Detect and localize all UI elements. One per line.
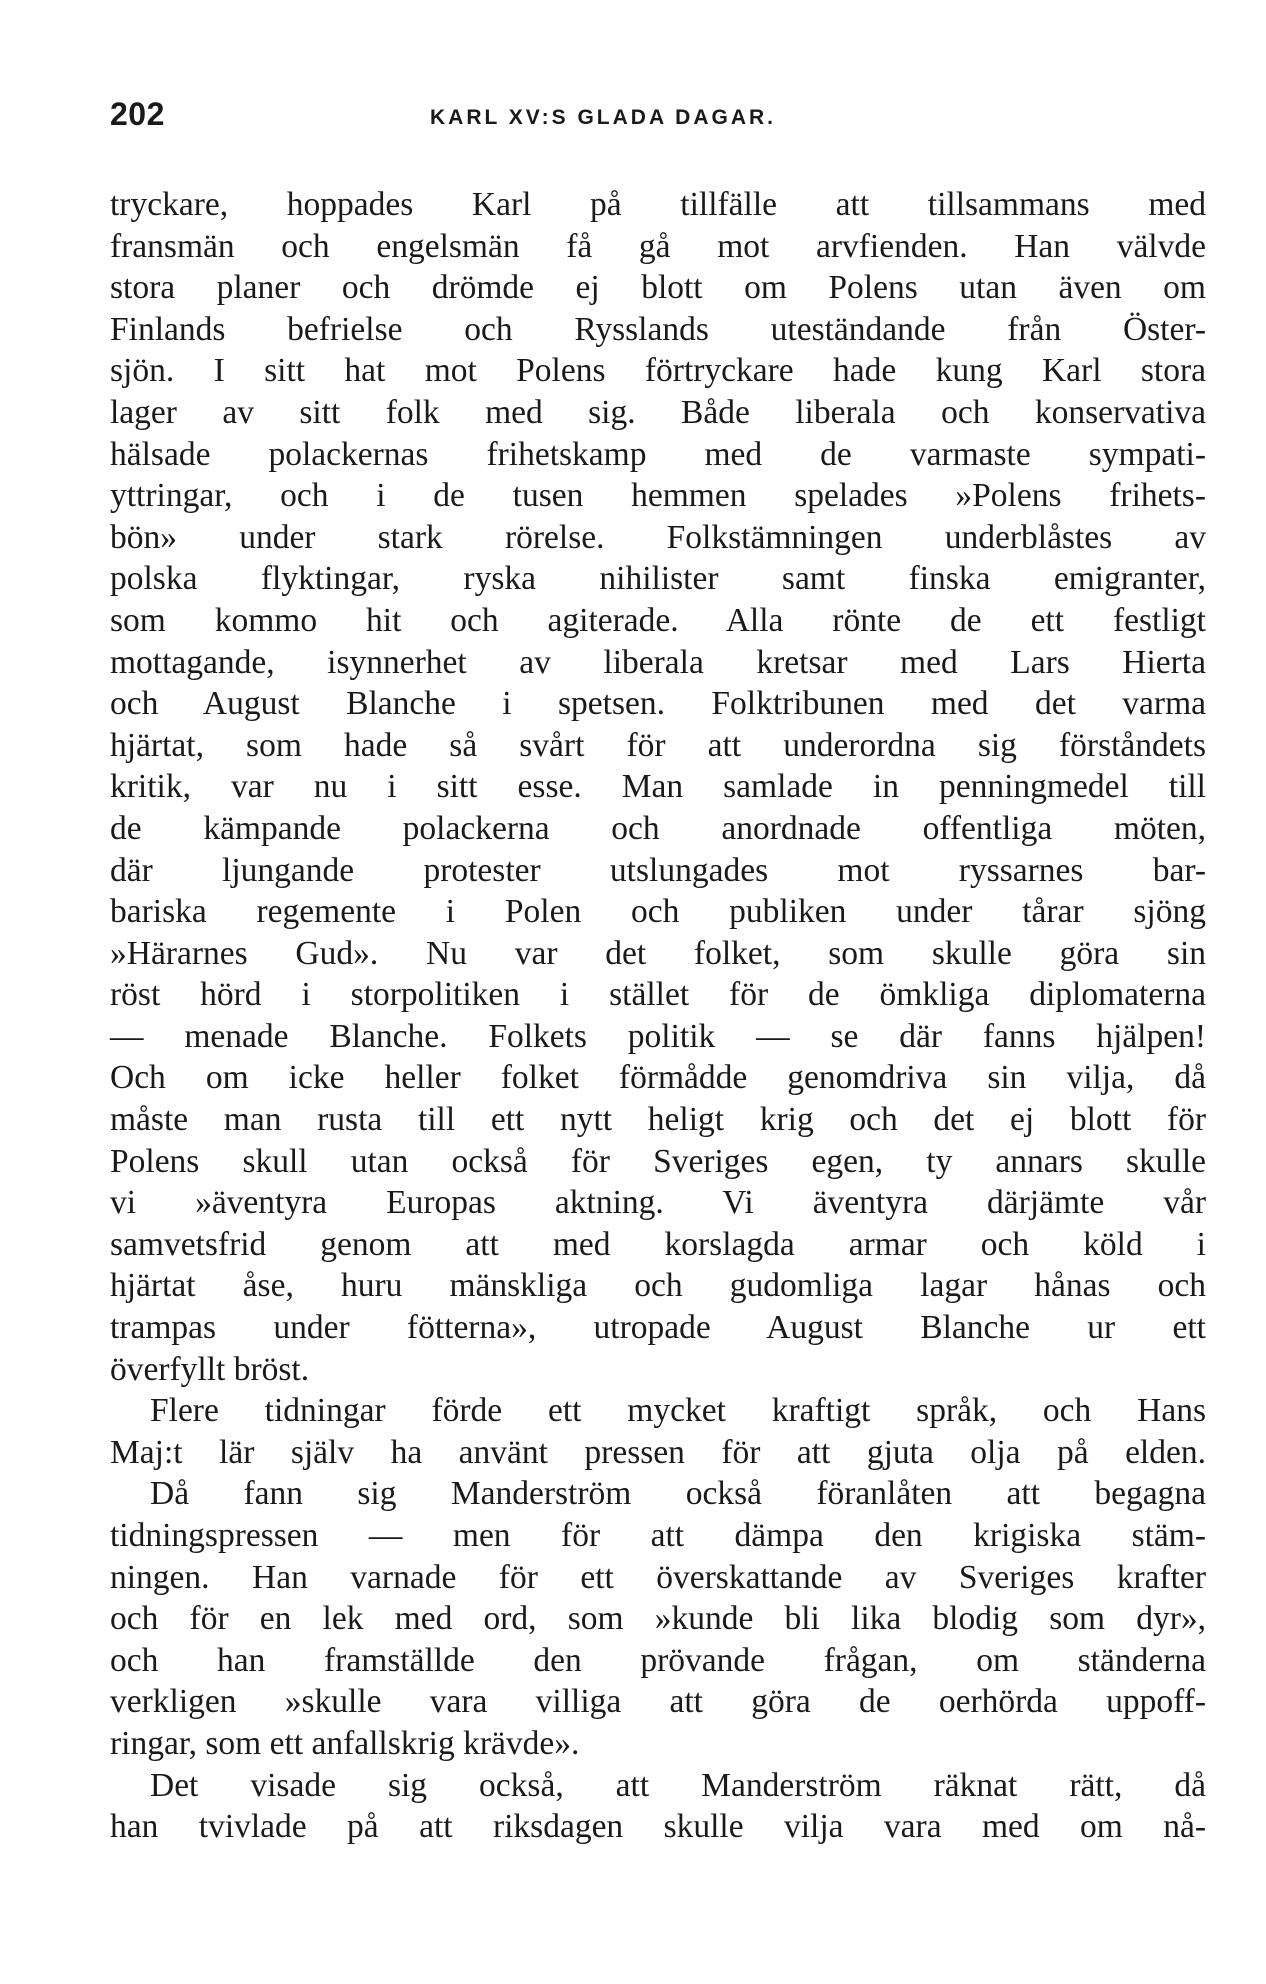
text-line: fransmän och engelsmän få gå mot arvfienden. Han välvde bbox=[110, 227, 1206, 265]
page-number: 202 bbox=[110, 96, 165, 132]
text-line: de kämpande polackerna och anordnade offentliga möten, bbox=[110, 809, 1206, 847]
text-line: trampas under fötterna», utropade August Blanche ur ett bbox=[110, 1309, 1206, 1347]
text-line: bariska regemente i Polen och publiken under tårar sjöng bbox=[110, 893, 1206, 931]
text-line: överfyllt bröst. bbox=[110, 1350, 310, 1388]
text-line: yttringar, och i de tusen hemmen spelades »Polens frihets- bbox=[110, 477, 1206, 515]
body-text bbox=[110, 184, 1206, 1848]
text-line: och han framställde den prövande frågan, om ständerna bbox=[110, 1641, 1206, 1679]
text-line: hjärtat åse, huru mänskliga och gudomliga lagar hånas och bbox=[110, 1267, 1206, 1305]
text-line: och August Blanche i spetsen. Folktribunen med det varma bbox=[110, 685, 1206, 723]
text-line: tryckare, hoppades Karl på tillfälle att tillsammans med bbox=[110, 186, 1206, 223]
text-line: samvetsfrid genom att med korslagda armar och köld i bbox=[110, 1225, 1206, 1263]
text-line: mottagande, isynnerhet av liberala kretsar med Lars Hierta bbox=[110, 643, 1206, 681]
text-line: stora planer och drömde ej blott om Polens utan även om bbox=[110, 269, 1206, 307]
page-header bbox=[110, 96, 1206, 136]
text-line: Flere tidningar förde ett mycket kraftigt språk, och Hans bbox=[150, 1392, 1206, 1430]
text-line: ringar, som ett anfallskrig krävde». bbox=[110, 1724, 580, 1762]
text-line: Finlands befrielse och Rysslands uteständande från Öster- bbox=[110, 310, 1206, 348]
text-line: Då fann sig Manderström också föranlåten att begagna bbox=[150, 1475, 1206, 1513]
text-line: — menade Blanche. Folkets politik — se där fanns hjälpen! bbox=[110, 1017, 1206, 1055]
text-line: »Härarnes Gud». Nu var det folket, som skulle göra sin bbox=[110, 934, 1206, 972]
text-line: bön» under stark rörelse. Folkstämningen underblåstes av bbox=[110, 518, 1206, 556]
text-line: Polens skull utan också för Sveriges egen, ty annars skulle bbox=[110, 1142, 1206, 1180]
running-head: KARL XV:S GLADA DAGAR. bbox=[430, 106, 777, 129]
text-line: hälsade polackernas frihetskamp med de varmaste sympati- bbox=[110, 435, 1206, 473]
text-line: kritik, var nu i sitt esse. Man samlade in penningmedel till bbox=[110, 768, 1206, 806]
text-line: tidningspressen — men för att dämpa den krigiska stäm- bbox=[110, 1517, 1206, 1554]
text-line: som kommo hit och agiterade. Alla rönte de ett festligt bbox=[110, 601, 1206, 639]
text-line: verkligen »skulle vara villiga att göra de oerhörda uppoff- bbox=[110, 1683, 1206, 1721]
text-line: röst hörd i storpolitiken i stället för de ömkliga diplomaterna bbox=[110, 976, 1206, 1014]
text-line: sjön. I sitt hat mot Polens förtryckare hade kung Karl stora bbox=[110, 352, 1206, 390]
text-line: hjärtat, som hade så svårt för att underordna sig förståndets bbox=[110, 726, 1206, 764]
text-line: Maj:t lär själv ha använt pressen för att gjuta olja på elden. bbox=[110, 1433, 1206, 1471]
text-line: där ljungande protester utslungades mot ryssarnes bar- bbox=[110, 851, 1206, 889]
text-line: ningen. Han varnade för ett överskattande av Sveriges krafter bbox=[110, 1558, 1206, 1596]
text-line: han tvivlade på att riksdagen skulle vilja vara med om nå- bbox=[110, 1808, 1206, 1846]
text-line: vi »äventyra Europas aktning. Vi äventyra därjämte vår bbox=[110, 1184, 1206, 1222]
text-line: polska flyktingar, ryska nihilister samt finska emigranter, bbox=[110, 560, 1206, 598]
text-line: lager av sitt folk med sig. Både liberala och konservativa bbox=[110, 393, 1206, 431]
text-line: Och om icke heller folket förmådde genomdriva sin vilja, då bbox=[110, 1059, 1206, 1097]
text-line: Det visade sig också, att Manderström räknat rätt, då bbox=[150, 1766, 1206, 1804]
text-line: och för en lek med ord, som »kunde bli lika blodig som dyr», bbox=[110, 1600, 1206, 1638]
text-line: måste man rusta till ett nytt heligt krig och det ej blott för bbox=[110, 1101, 1206, 1139]
